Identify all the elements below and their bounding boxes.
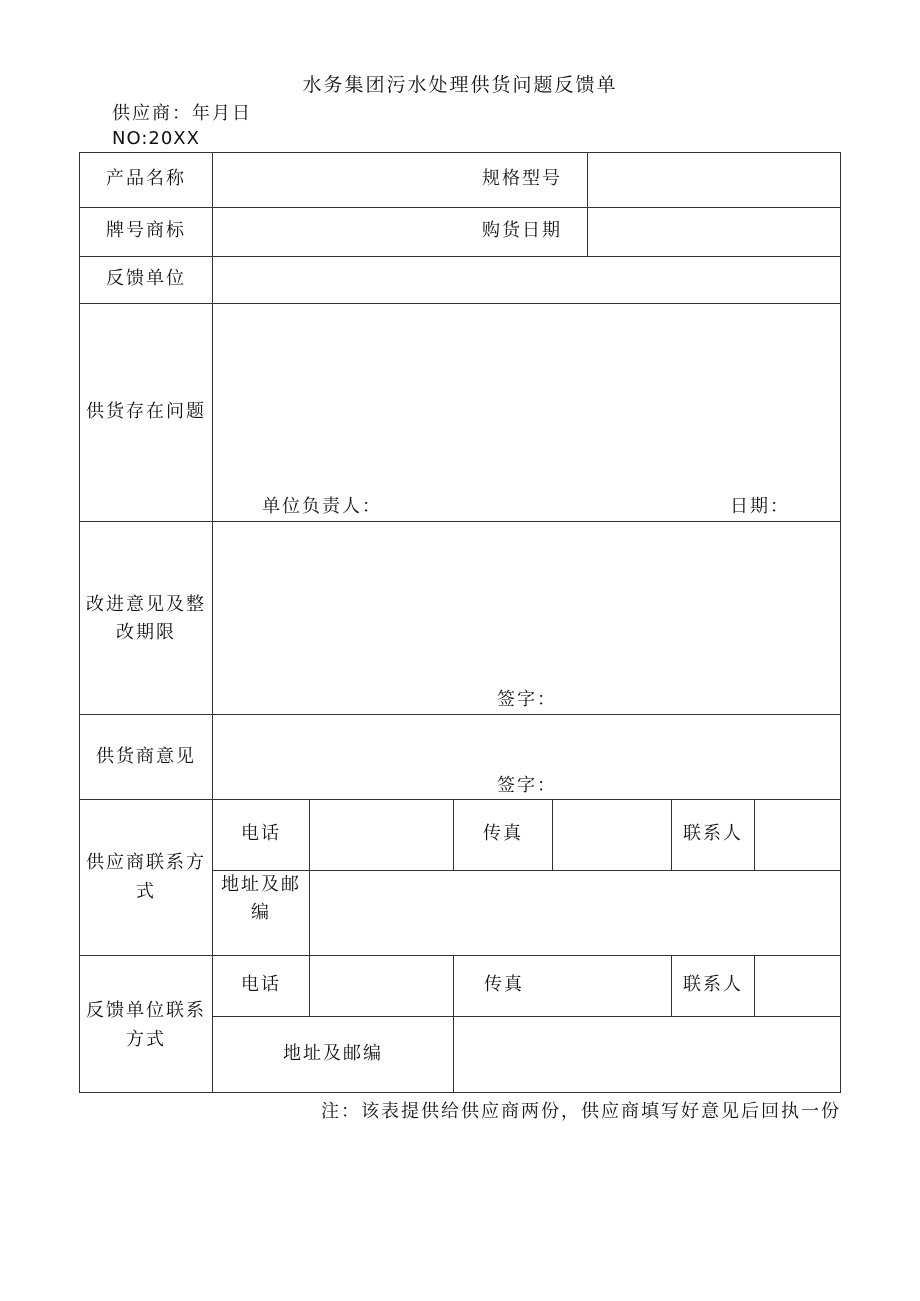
supplier-signature-label: 签字： <box>497 775 557 796</box>
row-divider <box>79 303 841 304</box>
product-name-label: 产品名称 <box>106 168 186 189</box>
form-number: NO:20XX <box>112 128 200 149</box>
row-divider <box>79 207 841 208</box>
supplier-contact-label: 供应商联系方 <box>86 852 206 873</box>
unit-head-label: 单位负责人： <box>262 496 382 517</box>
supplier-opinion-label: 供货商意见 <box>96 746 196 767</box>
signature-label: 签字： <box>497 689 557 710</box>
improvement-label: 改进意见及整 <box>86 594 206 615</box>
row-divider <box>79 955 841 956</box>
form-title: 水务集团污水处理供货问题反馈单 <box>302 74 618 96</box>
cell-divider <box>309 799 310 955</box>
feedback-form-table <box>79 152 841 1093</box>
date-label: 日期： <box>730 496 790 517</box>
row-divider <box>79 799 841 800</box>
row-divider <box>79 256 841 257</box>
contact-person-label: 联系人 <box>683 823 743 844</box>
brand-trademark-label: 牌号商标 <box>106 220 186 241</box>
footer-note: 注：该表提供给供应商两份，供应商填写好意见后回执一份 <box>321 1101 841 1122</box>
purchase-date-label: 购货日期 <box>482 220 562 241</box>
supply-issues-label: 供货存在问题 <box>86 401 206 422</box>
address-label: 地址及邮 <box>221 874 301 895</box>
supplier-contact-label: 式 <box>136 881 156 902</box>
cell-divider <box>309 955 310 1016</box>
cell-divider <box>754 799 755 870</box>
supplier-date-line: 供应商：年月日 <box>112 103 252 124</box>
cell-divider <box>754 955 755 1016</box>
cell-divider <box>587 152 588 256</box>
row-divider <box>213 1016 841 1017</box>
row-divider <box>79 714 841 715</box>
feedback-contact-label: 反馈单位联系 <box>86 1000 206 1021</box>
contact-person-label: 联系人 <box>683 974 743 995</box>
feedback-unit-label: 反馈单位 <box>106 268 186 289</box>
phone-label: 电话 <box>241 974 281 995</box>
cell-divider <box>552 799 553 870</box>
phone-label: 电话 <box>241 823 281 844</box>
row-divider <box>79 521 841 522</box>
fax-label: 传真 <box>484 974 524 995</box>
table-border-bottom <box>79 1092 841 1093</box>
improvement-label: 改期限 <box>116 622 176 643</box>
table-border-top <box>79 152 841 153</box>
address-zip-label: 地址及邮编 <box>283 1043 383 1064</box>
feedback-contact-label: 方式 <box>126 1029 166 1050</box>
address-label: 编 <box>251 902 271 923</box>
spec-model-label: 规格型号 <box>482 168 562 189</box>
cell-divider <box>453 955 454 1092</box>
fax-label: 传真 <box>483 823 523 844</box>
table-border-right <box>840 152 841 1093</box>
